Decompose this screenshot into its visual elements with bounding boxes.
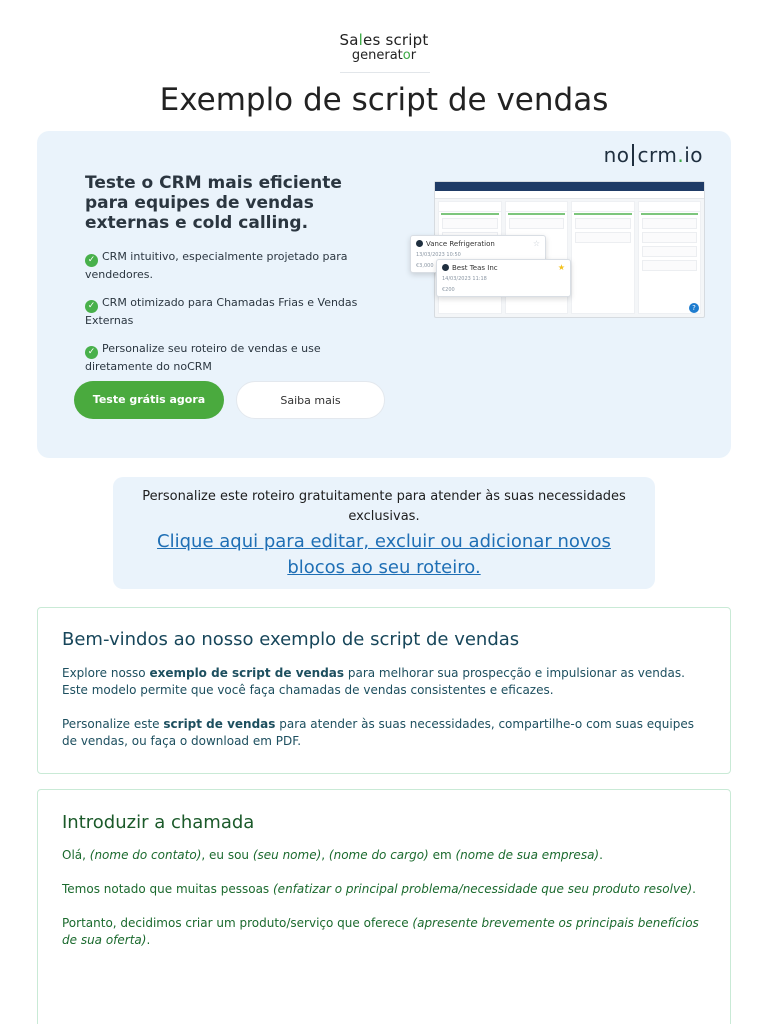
lead-card: Best Teas Inc 14/03/2023 11:18 €200 ★ [436, 259, 571, 297]
paragraph: Olá, (nome do contato), eu sou (seu nome), (nome do cargo) em (nome de sua empresa). [62, 848, 603, 862]
paragraph: Personalize este script de vendas para atender às suas necessidades, compartilhe-o com suas equipes de vendas, ou faça o download em PDF. [62, 717, 694, 748]
paragraph: Explore nosso exemplo de script de vendas para melhorar sua prospecção e impulsionar as vendas. Este modelo permite que você faça chamadas de vendas consistentes e eficazes. [62, 666, 685, 697]
edit-script-link[interactable]: Clique aqui para editar, excluir ou adicionar novos blocos ao seu roteiro. [157, 531, 611, 578]
feature-item: ✓ Personalize seu roteiro de vendas e use diretamente do noCRM [85, 342, 321, 373]
logo-text-line2: generator [351, 48, 417, 63]
feature-item: ✓ CRM otimizado para Chamadas Frias e Vendas Externas [85, 296, 358, 327]
customize-text: Personalize este roteiro gratuitamente para atender às suas necessidades exclusivas. [142, 489, 626, 524]
star-icon: ★ [557, 263, 565, 272]
feature-item: ✓ CRM intuitivo, especialmente projetado para vendedores. [85, 250, 348, 281]
check-icon: ✓ [85, 300, 98, 313]
ad-heading: Teste o CRM mais eficiente para equipes de vendas externas e cold calling. [85, 173, 342, 233]
help-icon: ? [689, 303, 699, 313]
sales-script-generator-logo[interactable] [0, 32, 768, 63]
star-icon: ☆ [532, 239, 540, 248]
section-body [62, 847, 712, 966]
section-title: Bem-vindos ao nosso exemplo de script de vendas [62, 629, 520, 650]
section-title: Introduzir a chamada [62, 812, 255, 833]
paragraph: Temos notado que muitas pessoas (enfatizar o principal problema/necessidade que seu produto resolve). [62, 882, 696, 896]
logo-bar [632, 144, 634, 166]
logo-text-line1: Sales script [339, 31, 429, 49]
learn-more-button[interactable]: Saiba mais [236, 381, 385, 419]
welcome-section [37, 607, 731, 774]
feature-list [85, 249, 365, 387]
page-title: Exemplo de script de vendas [159, 82, 609, 118]
check-icon: ✓ [85, 346, 98, 359]
header-divider [340, 72, 430, 73]
crm-screenshot-toolbar [435, 191, 704, 199]
section-body [62, 665, 712, 767]
check-icon: ✓ [85, 254, 98, 267]
free-trial-button[interactable]: Teste grátis agora [74, 381, 224, 419]
lead-card: Vance Refrigeration 13/03/2023 10:50 €3,000 ☆ [410, 235, 546, 273]
nocrm-ad-banner [37, 131, 731, 458]
lead-avatar-icon [442, 264, 449, 271]
pipeline-column [571, 201, 635, 314]
pipeline-column [638, 201, 702, 314]
lead-avatar-icon [416, 240, 423, 247]
intro-call-section [37, 789, 731, 1024]
nocrm-logo[interactable]: no crm.io [603, 143, 703, 167]
customize-box [113, 477, 655, 589]
crm-screenshot-topbar [435, 182, 704, 191]
paragraph: Portanto, decidimos criar um produto/serviço que oferece (apresente brevemente os principais benefícios de sua oferta). [62, 916, 699, 947]
